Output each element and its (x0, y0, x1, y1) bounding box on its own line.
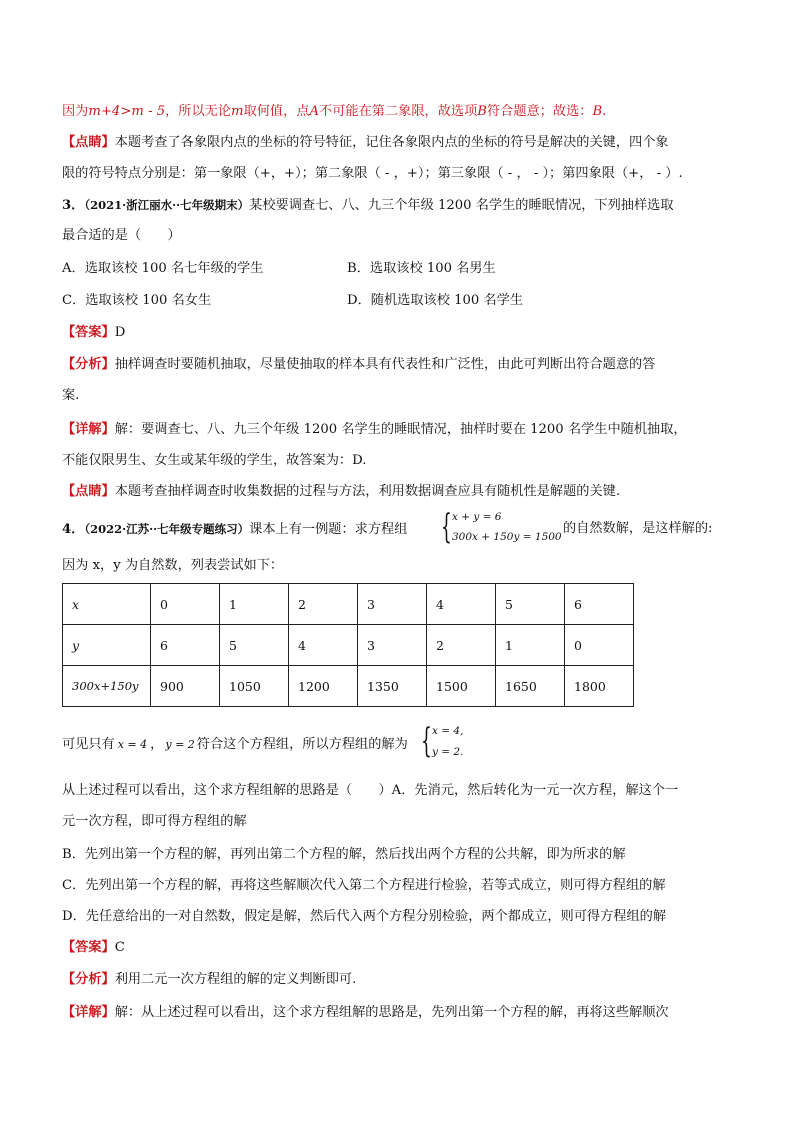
table-cell: 1800 (565, 666, 634, 707)
equation-2: 300x + 150y = 1500 (452, 531, 562, 543)
solution-y: y = 2. (432, 746, 464, 758)
question-4-stem-3 (62, 781, 678, 801)
text: ， (150, 737, 164, 752)
table-cell: y (63, 625, 151, 666)
dianjing-text: 本题考查抽样调查时收集数据的过程与方法，利用数据调查应具有随机性是解题的关键. (114, 484, 621, 499)
table-row (63, 666, 634, 707)
question-text: 元一次方程，即可得方程组的解 (62, 814, 247, 829)
question-source: （2022·江苏··七年级专题练习） (84, 522, 250, 536)
table-cell: 1 (220, 584, 289, 625)
dianjing-tag: 【点睛】 (62, 135, 115, 150)
option-text: B．先列出第一个方程的解，再列出第二个方程的解，然后找出两个方程的公共解，即为所求的解 (62, 847, 626, 862)
analysis-line-1 (62, 355, 655, 375)
table-row (63, 584, 634, 625)
table-cell: 2 (427, 625, 496, 666)
question-4-stem (62, 519, 407, 540)
math-var: m (231, 104, 244, 119)
text: 可见只有 (62, 737, 115, 752)
table-cell: 3 (358, 625, 427, 666)
table-row (63, 625, 634, 666)
conclusion-line (62, 735, 408, 755)
question-text-tail (563, 519, 713, 539)
dianjing-tag: 【点睛】 (62, 484, 115, 499)
option-text: C．先列出第一个方程的解，再将这些解顺次代入第二个方程进行检验，若等式成立，则可得方程组的解 (62, 878, 666, 893)
question-text: 因为 x，y 为自然数，列表尝试如下： (62, 558, 284, 573)
question-text: 最合适的是（ ） (62, 228, 181, 243)
table-cell: 2 (289, 584, 358, 625)
answer-line (62, 938, 125, 958)
answer-value: C (114, 940, 125, 955)
detail-text: 不能仅限男生、女生或某年级的学生，故答案为：D. (62, 453, 367, 468)
text: 符合题意；故选： (486, 104, 593, 119)
trial-table (62, 583, 634, 707)
detail-line-2 (62, 451, 366, 471)
equation-1: x + y = 6 (452, 511, 502, 523)
math-expression: m+4>m - 5 (88, 104, 166, 119)
math-var: B (477, 104, 487, 119)
brace-icon: { (441, 507, 452, 547)
detail-text: 解：要调查七、八、九三个年级 1200 名学生的睡眠情况，抽样时要在 1200 名学生中随机抽取， (114, 422, 687, 437)
option-text: C．选取该校 100 名女生 (62, 293, 212, 308)
option-c (62, 291, 211, 311)
dianjing-line-1 (62, 133, 669, 153)
analysis-text: 利用二元一次方程组的解的定义判断即可. (114, 972, 357, 987)
table-cell: 6 (151, 625, 220, 666)
option-b (62, 845, 626, 865)
table-cell: 4 (289, 625, 358, 666)
answer-line (62, 323, 125, 343)
table-cell: 5 (496, 584, 565, 625)
question-text: 课本上有一例题：求方程组 (249, 522, 408, 537)
analysis-tag: 【分析】 (62, 972, 115, 987)
option-d (62, 907, 666, 927)
solution-line (62, 102, 606, 122)
table-cell: x (63, 584, 151, 625)
text: 取何值，点 (243, 104, 310, 119)
analysis-tag: 【分析】 (62, 357, 115, 372)
table-cell: 5 (220, 625, 289, 666)
table-cell: 1650 (496, 666, 565, 707)
table-cell: 4 (427, 584, 496, 625)
question-number: 3． (62, 198, 85, 213)
text: 符合这个方程组，所以方程组的解为 (196, 737, 408, 752)
dianjing-line-2 (62, 164, 683, 184)
option-a (62, 259, 263, 279)
question-source: （2021·浙江丽水··七年级期末） (84, 198, 250, 212)
question-3-stem (62, 195, 674, 216)
text: 不可能在第二象限，故选项 (319, 104, 478, 119)
option-c (62, 876, 666, 896)
table-cell: 1050 (220, 666, 289, 707)
question-text: 某校要调查七、八、九三个年级 1200 名学生的睡眠情况，下列抽样选取 (249, 198, 674, 213)
question-number: 4． (62, 522, 85, 537)
table-cell: 900 (151, 666, 220, 707)
table-cell: 0 (565, 625, 634, 666)
question-text: 的自然数解，是这样解的: (563, 521, 713, 536)
option-text: B．选取该校 100 名男生 (347, 261, 496, 276)
detail-line-1 (62, 420, 687, 440)
detail-text: 解：从上述过程可以看出，这个求方程组解的思路是，先列出第一个方程的解，再将这些解顺次 (114, 1005, 669, 1020)
table-cell: 300x+150y (63, 666, 151, 707)
text: ，所以无论 (165, 104, 232, 119)
table-cell: 1 (496, 625, 565, 666)
table-cell: 1350 (358, 666, 427, 707)
answer-tag: 【答案】 (62, 940, 115, 955)
option-text: A．选取该校 100 名七年级的学生 (62, 261, 264, 276)
dianjing-line (62, 482, 620, 502)
math-var: A (309, 104, 320, 119)
question-3-stem-2 (62, 226, 181, 246)
brace-icon: { (421, 721, 432, 761)
analysis-line (62, 970, 356, 990)
math-expression: y = 2 (165, 738, 195, 751)
analysis-text: 抽样调查时要随机抽取，尽量使抽取的样本具有代表性和广泛性，由此可判断出符合题意的答 (114, 357, 656, 372)
option-text: D．随机选取该校 100 名学生 (347, 293, 524, 308)
table-cell: 3 (358, 584, 427, 625)
option-text: D．先任意给出的一对自然数，假定是解，然后代入两个方程分别检验，两个都成立，则可得方程组的解 (62, 909, 667, 924)
option-b (347, 259, 496, 279)
math-expression: x = 4 (117, 738, 148, 751)
dianjing-text: 限的符号特点分别是：第一象限（+，+）；第二象限（ - ，+）；第三象限（ - ， - ）；第四象限（+， - ）. (62, 166, 683, 181)
solution-x: x = 4, (432, 725, 464, 737)
option-d (347, 291, 523, 311)
analysis-text: 案. (62, 388, 80, 403)
answer-value: D (114, 325, 126, 340)
table-cell: 0 (151, 584, 220, 625)
text: 因为 (62, 104, 89, 119)
question-4-stem-2 (62, 556, 283, 576)
table-cell: 1500 (427, 666, 496, 707)
question-4-stem-4 (62, 812, 247, 832)
answer-value: B. (592, 104, 607, 119)
analysis-line-2 (62, 386, 79, 406)
question-text: 从上述过程可以看出，这个求方程组解的思路是（ ）A．先消元，然后转化为一元一次方程，解这个一 (62, 783, 679, 798)
detail-line (62, 1003, 669, 1023)
detail-tag: 【详解】 (62, 422, 115, 437)
answer-tag: 【答案】 (62, 325, 115, 340)
detail-tag: 【详解】 (62, 1005, 115, 1020)
table-cell: 6 (565, 584, 634, 625)
table-cell: 1200 (289, 666, 358, 707)
dianjing-text: 本题考查了各象限内点的坐标的符号特征，记住各象限内点的坐标的符号是解决的关键，四个象 (114, 135, 669, 150)
